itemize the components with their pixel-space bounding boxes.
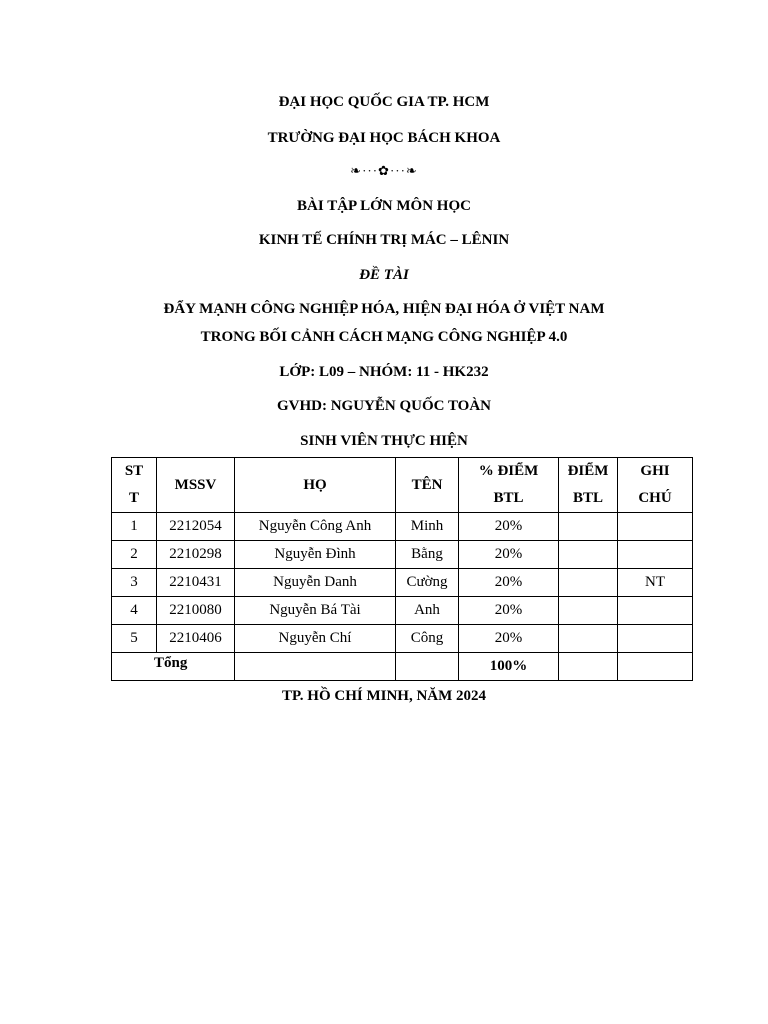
cell-mssv: 2212054 [157, 513, 235, 541]
cell-stt: 1 [112, 513, 157, 541]
cell-diem [559, 541, 618, 569]
cell-diem [559, 597, 618, 625]
cell-diem [559, 513, 618, 541]
cell-diem [559, 569, 618, 597]
table-row [112, 569, 693, 597]
cell-ten: Công [396, 625, 459, 653]
cell-pct: 20% [459, 569, 559, 597]
table-header-row [112, 458, 693, 513]
cell-ghichu: NT [618, 569, 693, 597]
cell-ghichu [618, 513, 693, 541]
cell-stt: 5 [112, 625, 157, 653]
cell-ten: Anh [396, 597, 459, 625]
total-empty-ten [396, 653, 459, 681]
cell-mssv: 2210431 [157, 569, 235, 597]
students-heading: SINH VIÊN THỰC HIỆN [300, 433, 468, 449]
cell-pct: 20% [459, 625, 559, 653]
cell-ho: Nguyễn Chí [235, 625, 396, 653]
header-mssv: MSSV [157, 458, 235, 513]
cell-ho: Nguyễn Công Anh [235, 513, 396, 541]
cell-diem [559, 625, 618, 653]
topic-line-2: TRONG BỐI CẢNH CÁCH MẠNG CÔNG NGHIỆP 4.0 [200, 329, 568, 345]
cell-ghichu [618, 541, 693, 569]
header-pct-diem: % ĐIỂM BTL [459, 458, 559, 513]
total-empty-ghichu [618, 653, 693, 681]
total-empty-ho [235, 653, 396, 681]
cell-stt: 2 [112, 541, 157, 569]
table-row [112, 625, 693, 653]
cell-stt: 4 [112, 597, 157, 625]
assignment-title: BÀI TẬP LỚN MÔN HỌC [297, 198, 471, 214]
subject-title: KINH TẾ CHÍNH TRỊ MÁC – LÊNIN [258, 232, 510, 248]
table-row [112, 513, 693, 541]
cell-ten: Bằng [396, 541, 459, 569]
total-pct: 100% [459, 653, 559, 681]
students-table [111, 457, 693, 681]
header-ghi-chu: GHI CHÚ [618, 458, 693, 513]
place-and-year: TP. HỒ CHÍ MINH, NĂM 2024 [281, 688, 487, 704]
cell-ghichu [618, 597, 693, 625]
cell-ho: Nguyễn Đình [235, 541, 396, 569]
header-stt: ST T [112, 458, 157, 513]
cell-pct: 20% [459, 513, 559, 541]
header-diem-btl: ĐIỂM BTL [559, 458, 618, 513]
advisor-name: GVHD: NGUYỄN QUỐC TOÀN [276, 398, 492, 414]
table-row [112, 597, 693, 625]
cell-pct: 20% [459, 597, 559, 625]
decorative-ornament: ❧···✿···❧ [350, 163, 418, 178]
cell-pct: 20% [459, 541, 559, 569]
cell-ghichu [618, 625, 693, 653]
school-name: TRƯỜNG ĐẠI HỌC BÁCH KHOA [267, 130, 501, 146]
cell-mssv: 2210406 [157, 625, 235, 653]
table-total-row [112, 653, 693, 681]
total-label: Tổng [112, 653, 235, 681]
total-empty-diem [559, 653, 618, 681]
cell-ho: Nguyễn Bá Tài [235, 597, 396, 625]
cell-stt: 3 [112, 569, 157, 597]
university-name: ĐẠI HỌC QUỐC GIA TP. HCM [278, 94, 490, 110]
cell-ho: Nguyễn Danh [235, 569, 396, 597]
cell-mssv: 2210080 [157, 597, 235, 625]
table-row [112, 541, 693, 569]
class-info: LỚP: L09 – NHÓM: 11 - HK232 [279, 364, 489, 380]
cell-ten: Cường [396, 569, 459, 597]
cell-mssv: 2210298 [157, 541, 235, 569]
header-ho: HỌ [235, 458, 396, 513]
header-ten: TÊN [396, 458, 459, 513]
topic-line-1: ĐẨY MẠNH CÔNG NGHIỆP HÓA, HIỆN ĐẠI HÓA Ở VIỆT NAM [163, 301, 605, 317]
cell-ten: Minh [396, 513, 459, 541]
topic-label: ĐỀ TÀI [359, 267, 409, 283]
